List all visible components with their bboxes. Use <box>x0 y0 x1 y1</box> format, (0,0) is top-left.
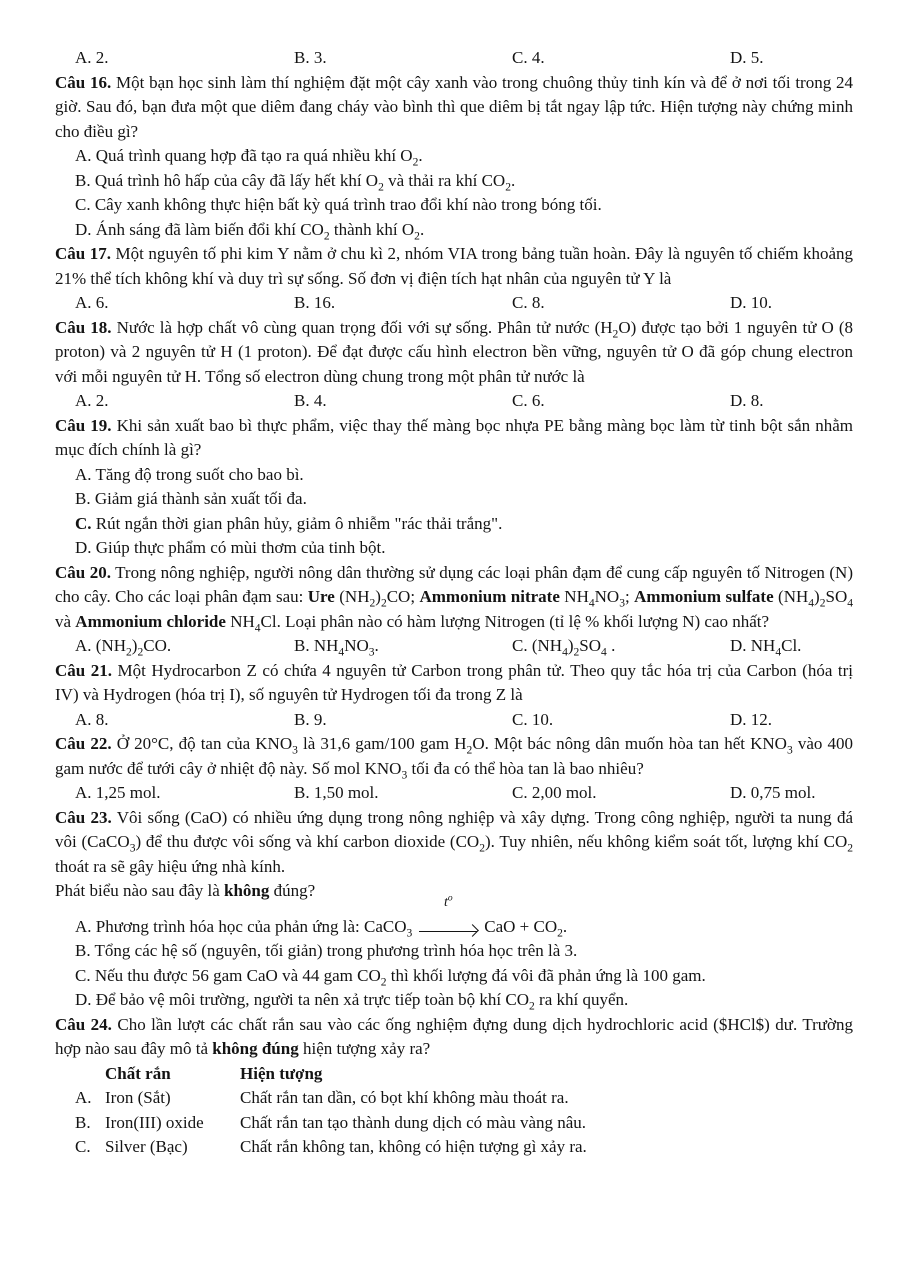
question-17-option-d: D. 10. <box>730 293 773 312</box>
question-19-option-c: C. Rút ngắn thời gian phân hủy, giảm ô nhiễm "rác thải trắng". <box>75 513 503 533</box>
question-18 <box>55 316 853 414</box>
exam-content <box>55 46 853 1160</box>
question-23-option-b: B. Tổng các hệ số (nguyên, tối giản) trong phương trình hóa học trên là 3. <box>75 941 578 960</box>
row-substance: Silver (Bạc) <box>105 1137 188 1156</box>
question-19-option-b: B. Giảm giá thành sản xuất tối đa. <box>75 489 307 508</box>
question-23-option-c: C. Nếu thu được 56 gam CaO và 44 gam $CO_2$ thì khối lượng đá vôi đã phản ứng là 100 gam. <box>75 965 706 988</box>
question-16-option-a: A. Quá trình quang hợp đã tạo ra quá nhiều khí $O_2$. <box>75 146 423 169</box>
question-21-option-a: A. 8. <box>75 709 109 729</box>
row-letter: B. <box>75 1112 91 1132</box>
question-23 <box>55 806 853 1013</box>
question-16-stem: Câu 16. Một bạn học sinh làm thí nghiệm đặt một cây xanh vào trong chuông thủy tinh kín và để ở nơi tối trong 24 giờ. Sau đó, bạn đưa một que diêm đang cháy vào bình thì que diêm bị tắt ngay lập tức. Hiện tượng này chứng minh cho điều gì? <box>55 72 853 141</box>
question-22-option-c: C. 2,00 mol. <box>512 783 597 802</box>
row-letter: C. <box>75 1137 91 1156</box>
table-row-c <box>75 1135 853 1160</box>
row-substance: Iron (Sắt) <box>105 1088 171 1107</box>
carryover-option-b: B. 3. <box>294 48 327 67</box>
header-phenomenon: Hiện tượng <box>240 1063 323 1083</box>
question-20-stem: Câu 20. Trong nông nghiệp, người nông dân thường sử dụng các loại phân đạm để cung cấp nguyên tố Nitrogen (N) cho cây. Cho các loại phân đạm sau: Ure $(NH_2)_2CO$; Ammonium nitrate $NH_4NO_3$; Ammonium sulfate $(NH_4)_2SO_4$ và Ammonium chloride $NH_4Cl$. Loại phân nào có hàm lượng Nitrogen (tỉ lệ % khối lượng N) cao nhất? <box>55 562 854 634</box>
question-18-option-d: D. 8. <box>730 391 764 410</box>
header-letter-spacer <box>75 1062 105 1087</box>
question-21 <box>55 659 853 733</box>
question-24-stem: Câu 24. Cho lần lượt các chất rắn sau vào các ống nghiệm đựng dung dịch hydrochloric acid ($HCl$) dư. Trường hợp nào sau đây mô tả không đúng hiện tượng xảy ra? <box>55 1014 854 1058</box>
row-letter: A. <box>75 1088 92 1107</box>
question-21-option-d: D. 12. <box>730 709 773 729</box>
question-23-subquestion: Phát biểu nào sau đây là không đúng? <box>55 881 316 900</box>
question-17-options-row <box>55 291 853 316</box>
question-20-option-d: D. $NH_4Cl$. <box>730 636 802 659</box>
question-21-stem: Câu 21. Một Hydrocarbon Z có chứa 4 nguyên tử Carbon trong phân tử. Theo quy tắc hóa trị của Carbon (hóa trị IV) và Hydrogen (hóa trị I), số nguyên tử Hydrogen tối đa trong Z là <box>55 660 853 704</box>
row-substance: Iron(III) oxide <box>105 1112 204 1132</box>
reaction-arrow-icon <box>419 892 477 932</box>
question-21-option-b: B. 9. <box>294 709 327 729</box>
question-22-stem: Câu 22. Ở 20°C, độ tan của $KNO_3$ là 31,6 gam/100 gam $H_2O$. Một bác nông dân muốn hòa tan hết $KNO_3$ vào 400 gam nước để tưới cây ở nhiệt độ này. Số mol $KNO_3$ tối đa có thể hòa tan là bao nhiêu? <box>55 734 854 781</box>
row-phenomenon: Chất rắn không tan, không có hiện tượng gì xảy ra. <box>240 1137 587 1156</box>
question-22 <box>55 732 853 806</box>
solids-table <box>55 1062 853 1160</box>
question-16-option-c: C. Cây xanh không thực hiện bất kỳ quá trình trao đổi khí nào trong bóng tối. <box>75 195 602 214</box>
question-19-option-a: A. Tăng độ trong suốt cho bao bì. <box>75 464 304 484</box>
question-21-option-c: C. 10. <box>512 709 554 729</box>
arrow-temperature-label: $t^o$ <box>443 892 453 910</box>
question-20-option-c: C. $(NH_4)_2SO_4$ . <box>512 636 616 659</box>
row-phenomenon: Chất rắn tan dần, có bọt khí không màu thoát ra. <box>240 1088 569 1107</box>
carryover-options-row <box>55 46 853 71</box>
question-17 <box>55 242 853 316</box>
table-row-a <box>75 1086 853 1111</box>
row-phenomenon: Chất rắn tan tạo thành dung dịch có màu vàng nâu. <box>240 1112 587 1132</box>
carryover-option-d: D. 5. <box>730 48 764 67</box>
question-19 <box>55 414 853 561</box>
carryover-option-c: C. 4. <box>512 48 545 67</box>
question-18-stem: Câu 18. Nước là hợp chất vô cùng quan trọng đối với sự sống. Phân tử nước $(H_2O)$ được tạo bởi 1 nguyên tử O (8 proton) và 2 nguyên tử H (1 proton). Để đạt được cấu hình electron bền vững, nguyên tử O đã góp chung electron với mỗi nguyên tử H. Tổng số electron dùng chung trong một phân tử nước là <box>55 317 853 386</box>
question-16-option-b: B. Quá trình hô hấp của cây đã lấy hết khí $O_2$ và thải ra khí $CO_2$. <box>75 170 516 193</box>
question-23-option-d: D. Để bảo vệ môi trường, người ta nên xả trực tiếp toàn bộ khí $CO_2$ ra khí quyển. <box>75 990 629 1013</box>
question-24 <box>55 1013 853 1160</box>
question-21-options-row <box>55 708 853 733</box>
question-22-option-a: A. 1,25 mol. <box>75 783 161 802</box>
question-19-stem: Câu 19. Khi sản xuất bao bì thực phẩm, việc thay thế màng bọc nhựa PE bằng màng bọc làm từ tinh bột sắn nhằm mục đích chính là gì? <box>55 415 853 459</box>
question-17-option-a: A. 6. <box>75 293 109 312</box>
equation-prefix: A. Phương trình hóa học của phản ứng là: CaCO$_3$ <box>75 916 413 939</box>
table-header-row <box>75 1062 853 1087</box>
question-22-option-b: B. 1,50 mol. <box>294 783 379 802</box>
equation-suffix: CaO + $CO_2$. <box>484 916 568 939</box>
question-20-option-b: B. $NH_4NO_3$. <box>294 636 379 659</box>
question-16 <box>55 71 853 243</box>
question-16-option-d: D. Ánh sáng đã làm biến đổi khí $CO_2$ thành khí $O_2$. <box>75 219 425 242</box>
question-23-option-a <box>55 892 853 940</box>
question-20-options-row <box>55 634 853 659</box>
question-23-stem: Câu 23. Vôi sống (CaO) có nhiều ứng dụng trong nông nghiệp và xây dựng. Trong công nghiệp, người ta nung đá vôi (CaCO$_3$) để thu được vôi sống và khí carbon dioxide $(CO_2)$. Tuy nhiên, nếu không kiểm soát tốt, lượng khí $CO_2$ thoát ra sẽ gây hiệu ứng nhà kính. <box>55 807 854 876</box>
carryover-option-a: A. 2. <box>75 48 109 67</box>
question-22-options-row <box>55 781 853 806</box>
question-20-option-a: A. $(NH_2)_2CO$. <box>75 636 172 659</box>
header-substance: Chất rắn <box>105 1063 171 1083</box>
question-18-options-row <box>55 389 853 414</box>
arrow-shaft <box>419 919 477 932</box>
question-18-option-c: C. 6. <box>512 391 545 410</box>
question-17-option-c: C. 8. <box>512 293 545 312</box>
question-22-option-d: D. 0,75 mol. <box>730 783 816 802</box>
table-row-b <box>75 1111 853 1136</box>
question-20 <box>55 561 853 659</box>
question-19-option-d: D. Giúp thực phẩm có mùi thơm của tinh bột. <box>75 538 386 557</box>
question-17-option-b: B. 16. <box>294 293 336 312</box>
question-18-option-a: A. 2. <box>75 391 109 410</box>
question-18-option-b: B. 4. <box>294 391 327 410</box>
question-17-stem: Câu 17. Một nguyên tố phi kim Y nằm ở chu kì 2, nhóm VIA trong bảng tuần hoàn. Đây là nguyên tố chiếm khoảng 21% thể tích không khí và duy trì sự sống. Số đơn vị điện tích hạt nhân của nguyên tử Y là <box>55 244 853 288</box>
